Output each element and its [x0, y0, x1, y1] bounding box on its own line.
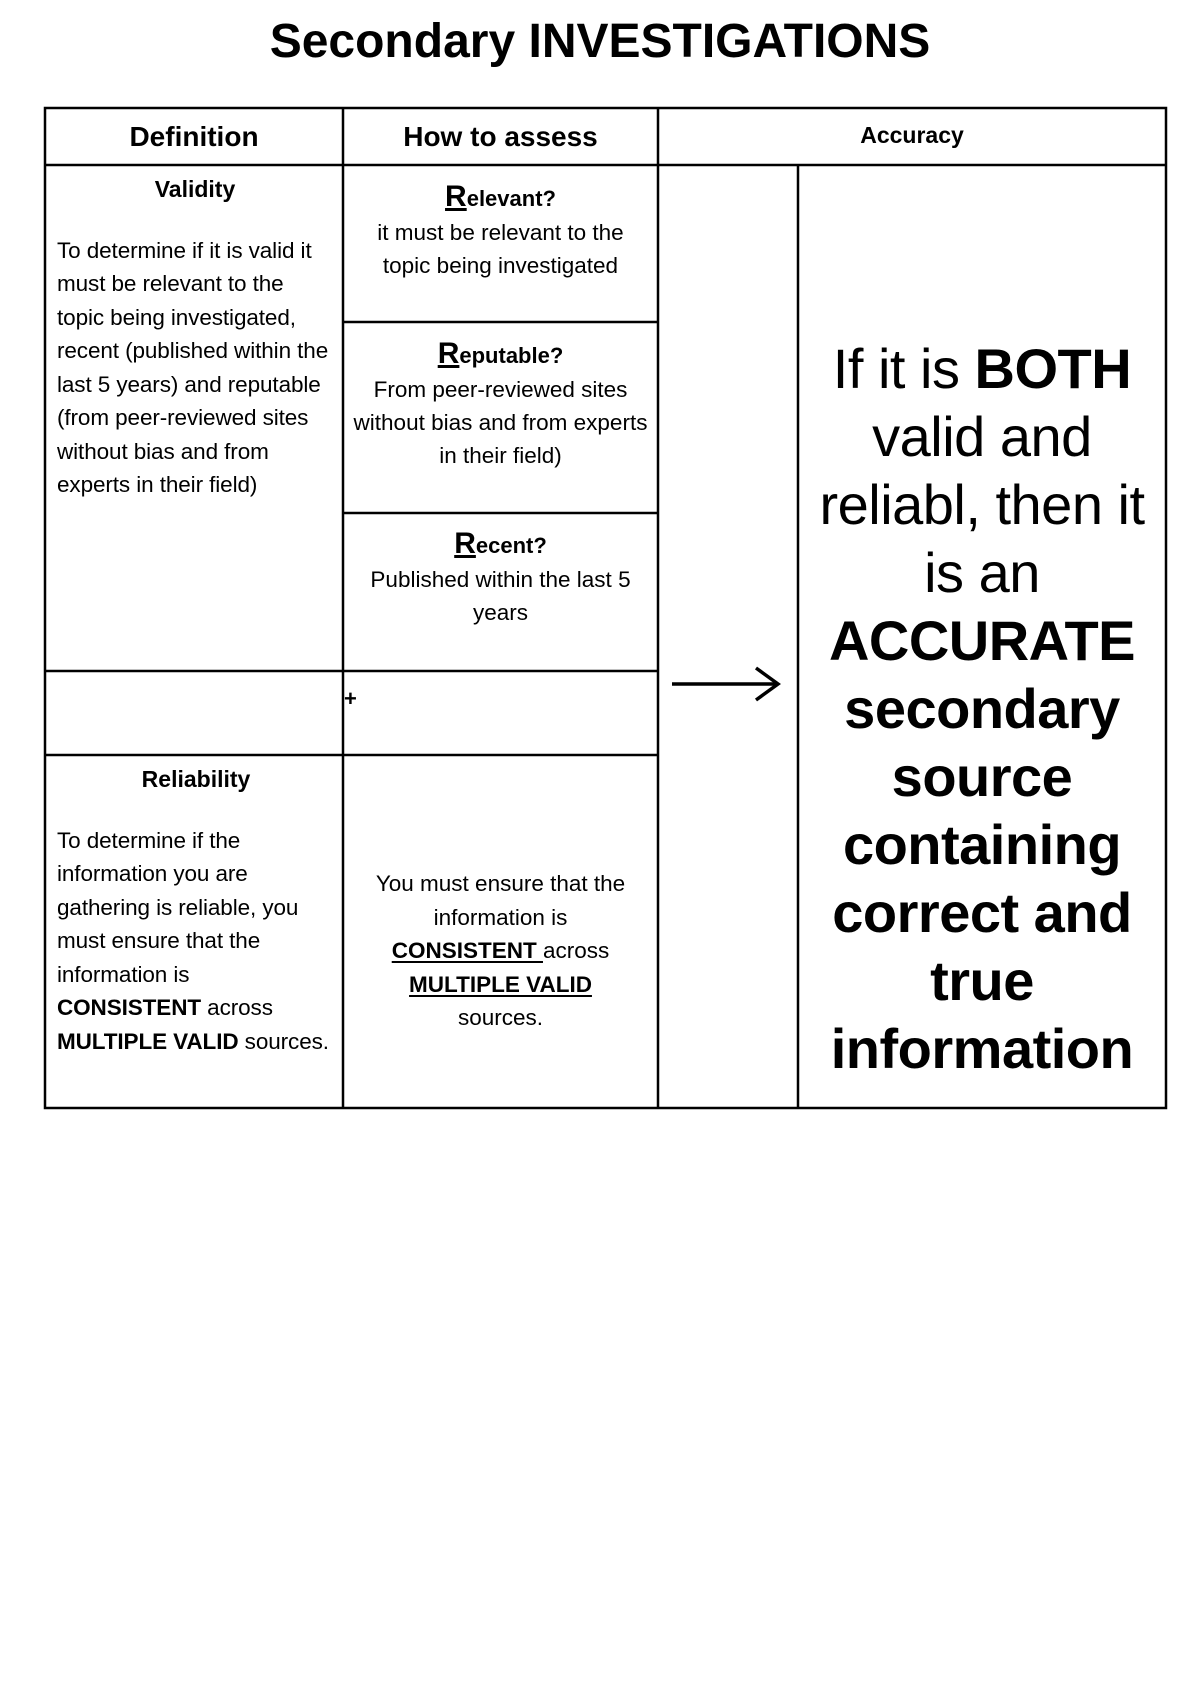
consistency-sources: sources. [457, 1005, 544, 1030]
validity-text: To determine if it is valid it must be relevant to the topic being investigated, recent (published within the last 5 years) and reputable (from peer-reviewed sites without bias and from experts in their field) [57, 237, 329, 498]
reputable-cell [343, 322, 658, 513]
header-accuracy [658, 108, 1166, 162]
accuracy-statement [802, 335, 1162, 1083]
accuracy-accurate: ACCURATE secondary source containing correct and true information [828, 609, 1136, 1080]
reliability-heading: Reliability [141, 766, 251, 792]
reputable-letter: R [437, 337, 460, 370]
validity-heading: Validity [154, 176, 236, 202]
validity-cell [45, 165, 343, 671]
reputable-heading [351, 337, 650, 373]
reliability-consistent: CONSISTENT [57, 995, 202, 1021]
recent-description: Published within the last 5 years [370, 567, 631, 625]
reputable-heading-rest: eputable? [459, 343, 564, 368]
accuracy-statement-cell [798, 335, 1166, 1095]
header-definition [45, 108, 343, 165]
reliability-text [57, 824, 335, 1059]
accuracy-both: BOTH [974, 337, 1132, 400]
accuracy-part1: If it is [832, 337, 975, 400]
relevant-heading [355, 180, 646, 216]
header-how-to-assess-label: How to assess [403, 120, 598, 152]
recent-heading-rest: ecent? [475, 533, 547, 558]
reliability-text-intro: To determine if the information you are gathering is reliable, you must ensure that the information is [57, 827, 299, 987]
consistency-across: across [542, 938, 610, 963]
consistency-intro: You must ensure that the information is [375, 871, 626, 930]
relevant-description: it must be relevant to the topic being investigated [377, 220, 624, 278]
plus-sign: + [344, 686, 357, 711]
relevant-cell [343, 165, 658, 322]
header-definition-label: Definition [129, 120, 259, 152]
header-how-to-assess [343, 108, 658, 165]
recent-heading [351, 527, 650, 563]
arrow-right-icon [668, 662, 784, 706]
consistency-cell [343, 755, 658, 1108]
header-accuracy-label: Accuracy [860, 121, 964, 148]
reliability-across: across [207, 995, 273, 1021]
recent-cell [343, 513, 658, 671]
page-title: Secondary INVESTIGATIONS [269, 15, 931, 68]
recent-letter: R [454, 527, 476, 560]
reliability-multiple-valid: MULTIPLE VALID [57, 1028, 239, 1054]
consistency-consistent: CONSISTENT [391, 938, 543, 963]
reputable-description: From peer-reviewed sites without bias and from experts in their field) [353, 377, 648, 468]
consistency-multiple-valid: MULTIPLE VALID [409, 971, 592, 997]
relevant-heading-rest: elevant? [466, 186, 556, 211]
accuracy-part2: valid and reliabl, then it is an [819, 405, 1145, 604]
reliability-sources: sources. [244, 1028, 329, 1054]
reliability-cell [45, 755, 343, 1108]
relevant-letter: R [445, 180, 467, 213]
